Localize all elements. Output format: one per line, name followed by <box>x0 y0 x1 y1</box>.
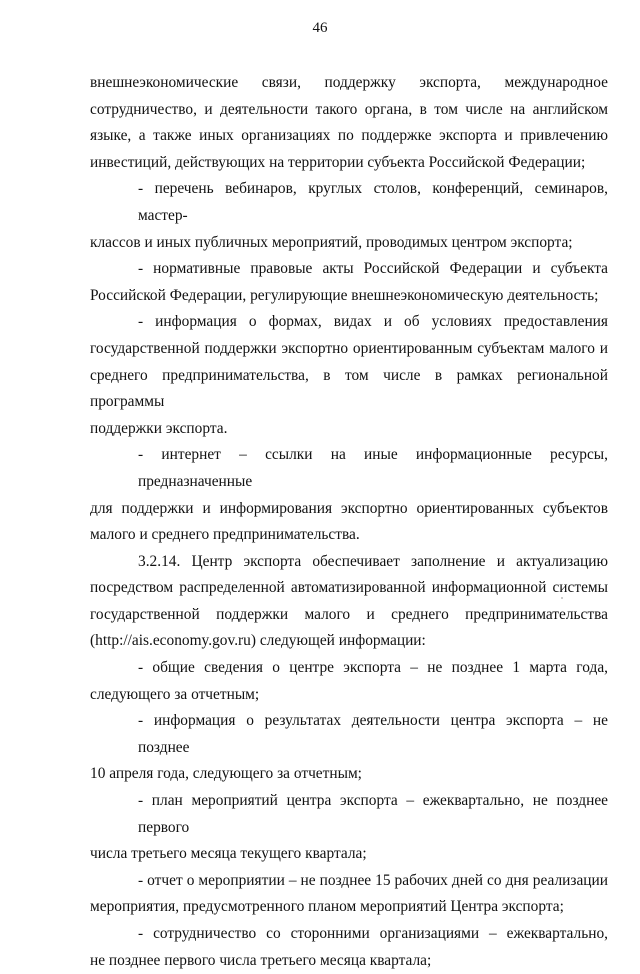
text-line: - отчет о мероприятии – не позднее 15 рабочих дней со дня реализации <box>138 871 608 889</box>
text-line: внешнеэкономические связи, поддержку экспорта, международное <box>90 74 608 91</box>
text-line: 10 апреля года, следующего за отчетным; <box>90 765 362 783</box>
text-line: - перечень вебинаров, круглых столов, конференций, семинаров, мастер- <box>138 180 608 224</box>
text-line: Российской Федерации, регулирующие внешнеэкономическую деятельность; <box>90 286 599 304</box>
text-lines <box>90 70 608 974</box>
text-line: посредством распределенной автоматизированной информационной системы <box>90 579 608 597</box>
text-line: следующего за отчетным; <box>90 685 260 703</box>
text-line: среднего предпринимательства, в том числе в рамках региональной программы <box>90 366 608 411</box>
text-line: - информация о результатах деятельности центра экспорта – не позднее <box>138 712 608 756</box>
text-line: - сотрудничество со сторонними организациями – ежеквартально, <box>138 925 608 942</box>
text-line: государственной поддержки малого и среднего предпринимательства <box>90 605 608 623</box>
text-line: - общие сведения о центре экспорта – не позднее 1 марта года, <box>138 659 608 677</box>
text-line: сотрудничество, и деятельности такого органа, в том числе на английском <box>90 100 608 118</box>
scan-speck <box>561 597 563 599</box>
text-line: - нормативные правовые акты Российской Федерации и субъекта <box>138 260 608 278</box>
text-line: - интернет – ссылки на иные информационные ресурсы, предназначенные <box>138 446 608 490</box>
text-line: - план мероприятий центра экспорта – ежеквартально, не позднее первого <box>138 792 608 836</box>
text-line: малого и среднего предпринимательства. <box>90 526 360 544</box>
text-line: инвестиций, действующих на территории субъекта Российской Федерации; <box>90 153 586 171</box>
text-line: поддержки экспорта. <box>90 419 228 437</box>
text-line: 3.2.14. Центр экспорта обеспечивает заполнение и актуализацию <box>138 552 608 570</box>
document-body <box>90 70 608 974</box>
page-number: 46 <box>312 20 328 36</box>
text-line: языке, а также иных организациях по поддержке экспорта и привлечению <box>90 127 608 145</box>
text-line: - информация о формах, видах и об условиях предоставления <box>138 313 608 331</box>
text-line: для поддержки и информирования экспортно ориентированных субъектов <box>90 499 608 517</box>
text-line: не позднее первого числа третьего месяца квартала; <box>90 951 432 969</box>
text-line: государственной поддержки экспортно ориентированным субъектам малого и <box>90 339 608 357</box>
text-line: классов и иных публичных мероприятий, проводимых центром экспорта; <box>90 233 573 251</box>
text-line: числа третьего месяца текущего квартала; <box>90 845 367 863</box>
text-line: (http://ais.economy.gov.ru) следующей информации: <box>90 632 426 650</box>
text-line: мероприятия, предусмотренного планом мероприятий Центра экспорта; <box>90 898 564 916</box>
